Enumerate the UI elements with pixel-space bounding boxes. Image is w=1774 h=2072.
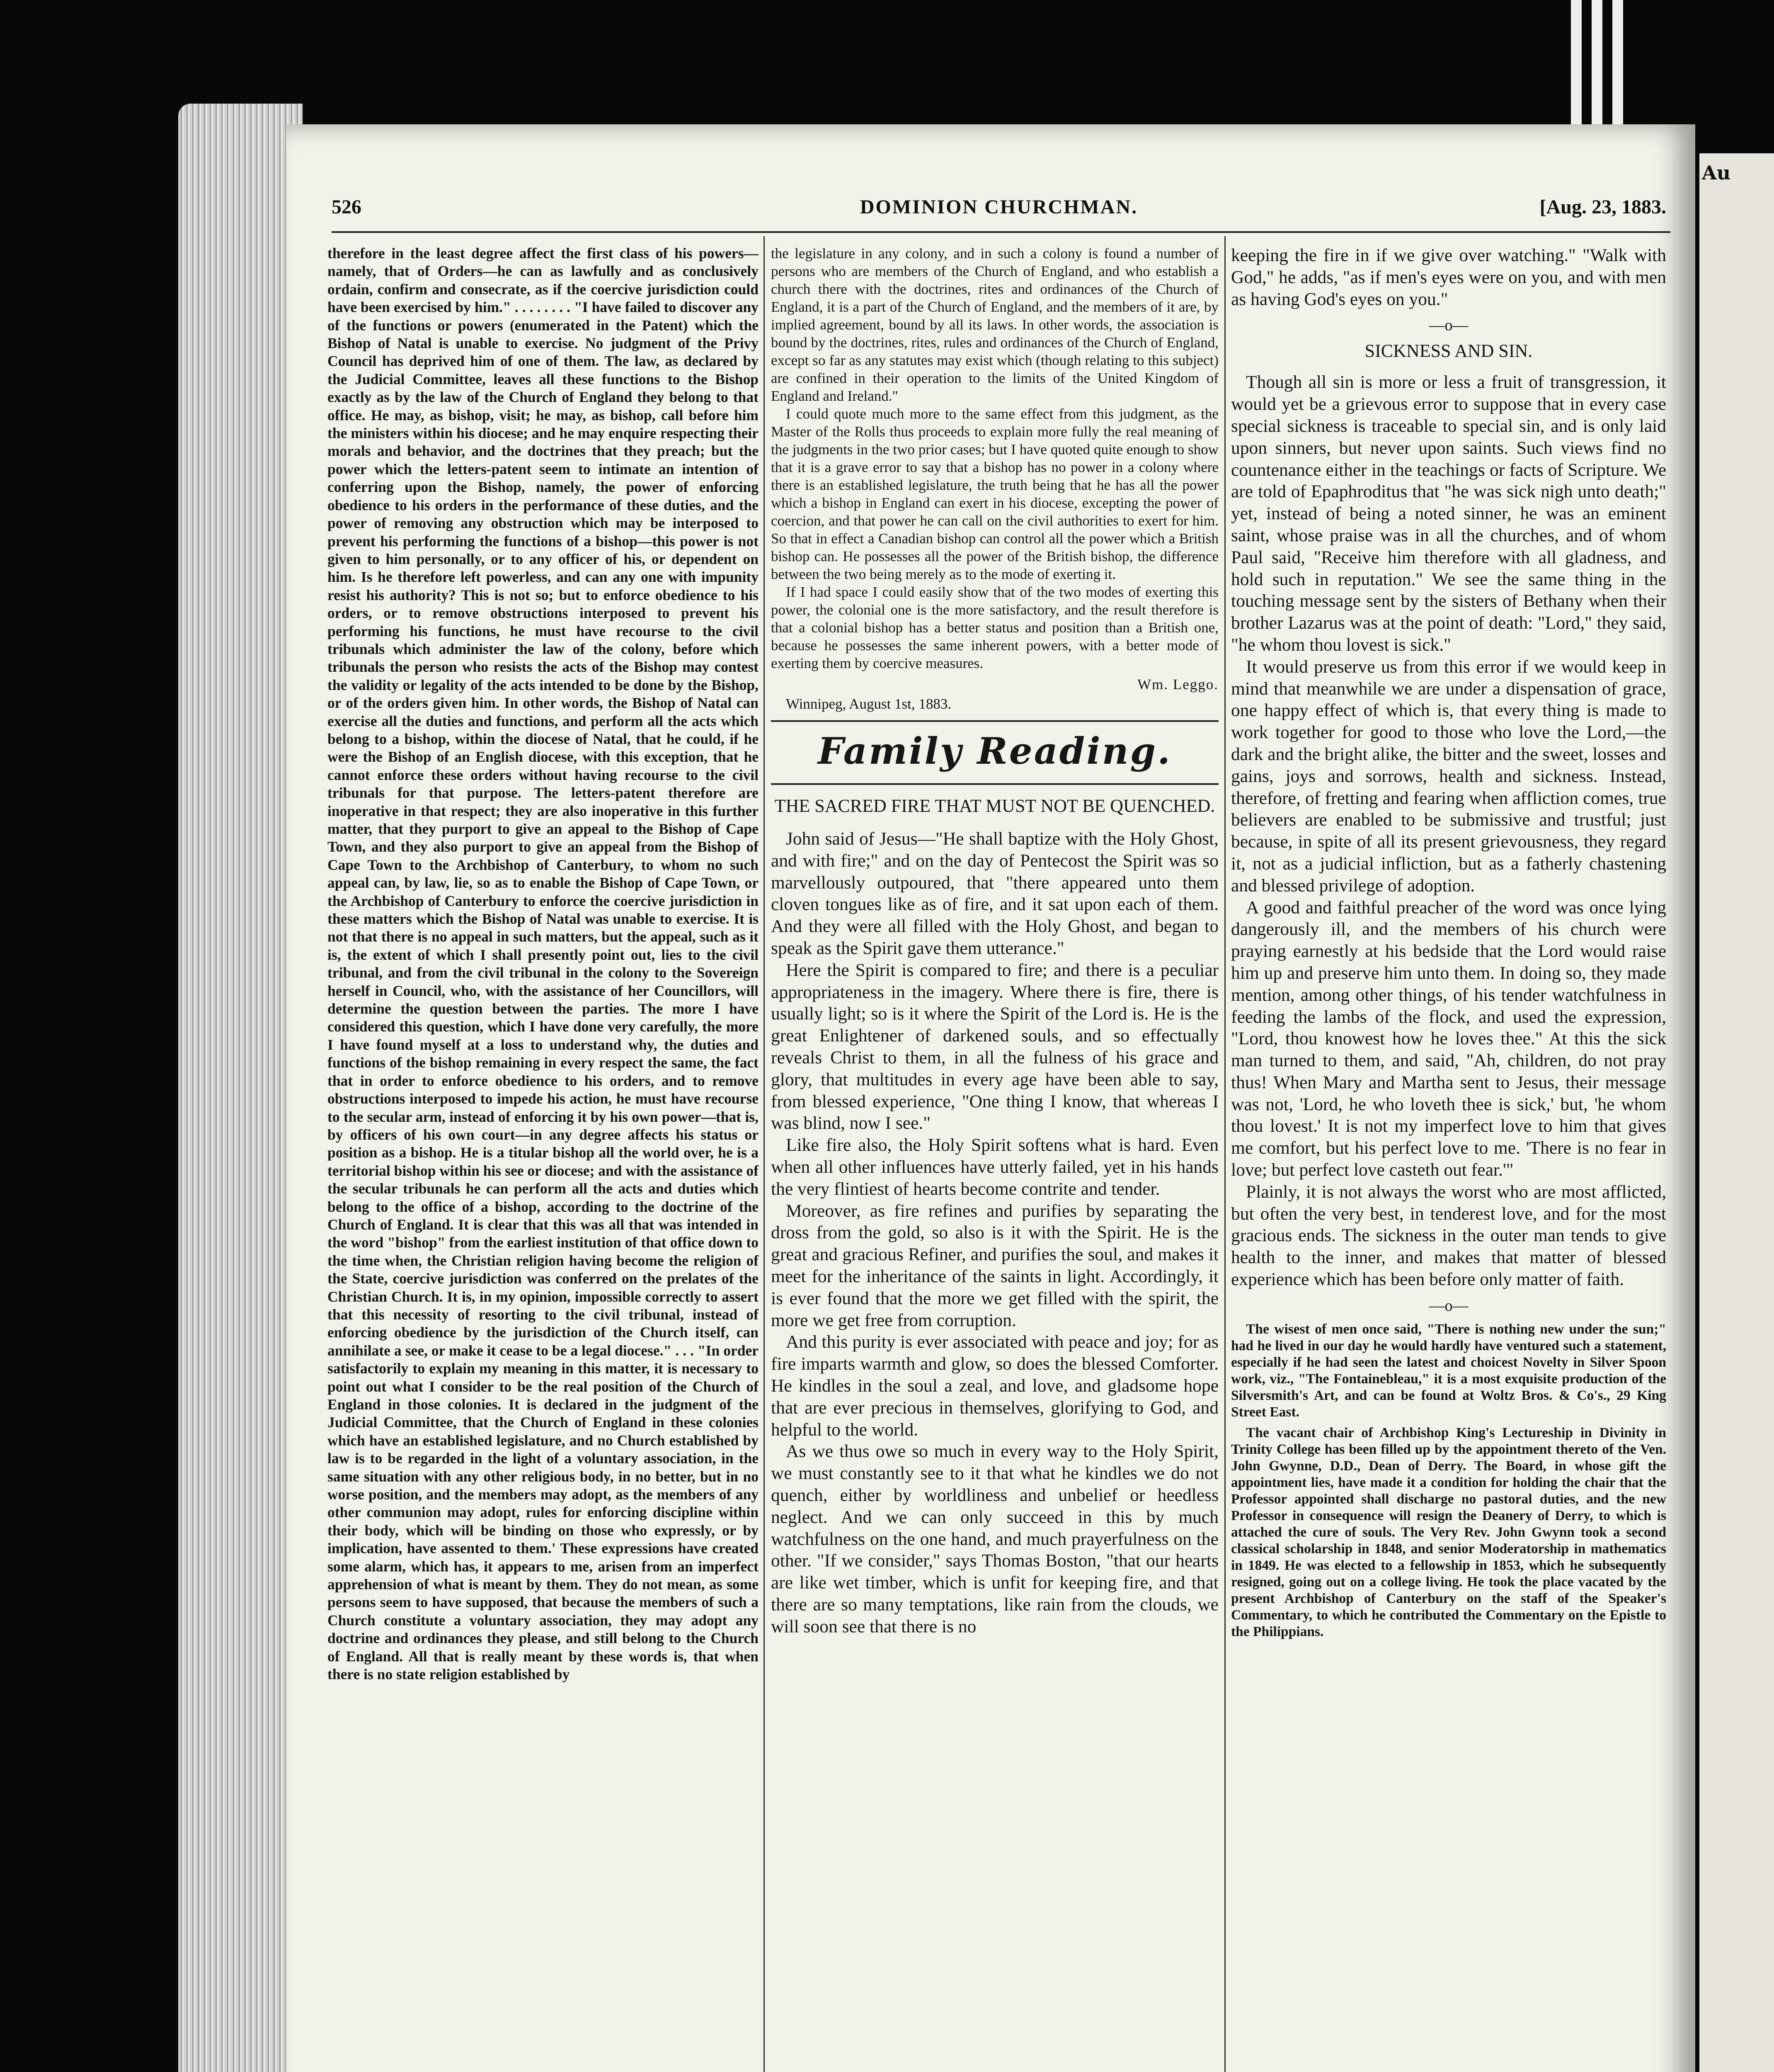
news-note: The vacant chair of Archbishop King's Lectureship in Divinity in Trinity College has been filled up by the appointment thereto of the Ven. John Gwynne, D.D., Dean of Derry. The Board, in whose gift the appointment lies, have made it a condition for holding the chair that the Professor appointed shall discharge no pastoral duties, and the new Professor in consequence will resign the Deanery of Derry, to which is attached the cure of souls. The Very Rev. John Gwynn took a second classical scholarship in 1848, and senior Moderatorship in mathematics in 1849. He was elected to a fellowship in 1853, which he subsequently resigned, going out on a college living. He took the place vacated by the present Archbishop of Canterbury on the staff of the Speaker's Commentary, to which he contributed the Commentary on the Epistle to the Philippians. [1231, 1425, 1666, 1639]
article-title: THE SACRED FIRE THAT MUST NOT BE QUENCHED. [774, 796, 1215, 816]
film-mark-top [1612, 0, 1623, 124]
article-body [1231, 371, 1666, 1290]
letter-paragraph: If I had space I could easily show that of the two modes of exerting this power, the colonial one is the more satisfactory, and the result therefore is that a colonial bishop has a better status and position than a British one, because he possesses the same inherent powers, with a better mode of exerting them by coercive measures. [771, 584, 1219, 671]
news-note: The wisest of men once said, "There is nothing new under the sun;" had he lived in our day he would hardly have ventured such a statement, especially if he had seen the latest and choicest Novelty in Silver Spoon work, viz., "The Fontainebleau," it is a most exquisite production of the Silversmith's Art, and can be found at Woltz Bros. & Co's., 29 King Street East. [1231, 1321, 1666, 1420]
section-divider [771, 783, 1219, 785]
article-paragraph: Here the Spirit is compared to fire; and there is a peculiar appropriateness in the imagery. Where there is fire, there is usually light; so is it where the Spirit of the Lord is. He is the great Enlightener of darkened souls, and so effectually reveals Christ to them, in all the fulness of his grace and glory, that multitudes in every age have been able to say, from blessed experience, "One thing I know, that whereas I was blind, now I see." [771, 960, 1219, 1133]
article-paragraph: keeping the fire in if we give over watching." "Walk with God," he adds, "as if men's eyes were on you, and with men as having God's eyes on you." [1231, 245, 1666, 309]
film-mark-top [1571, 0, 1582, 124]
article-body [771, 828, 1219, 1637]
article-title: SICKNESS AND SIN. [1364, 341, 1533, 361]
letter-paragraph: the legislature in any colony, and in such a colony is found a number of persons who are members of the Church of England, and who establish a church there with the doctrines, rites and ordinances of the Church of England, it is a part of the Church of England, and the members of it are, by implied agreement, bound by all its laws. In other words, the association is bound by the doctrines, rites, rules and ordinances of the Church of England, except so far as any statutes may exist which (though relating to this subject) are confined in their operation to the limits of the United Kingdom of England and Ireland." [771, 245, 1219, 404]
letter-signature: Wm. Leggo. [1137, 676, 1219, 692]
ornament-divider: —o— [1429, 317, 1469, 334]
publication-title: DOMINION CHURCHMAN. [860, 196, 1138, 218]
section-divider [771, 720, 1219, 722]
book-page-edges [178, 104, 303, 2072]
column-rule [763, 236, 765, 2072]
ornament-divider: —o— [1429, 1297, 1469, 1314]
article-paragraph: As we thus owe so much in every way to the Holy Spirit, we must constantly see to it that what he kindles we do not quench, either by worldliness and unbelief or heedless neglect. And we can only succeed in this by much watchfulness on the one hand, and much prayerfulness on the other. "If we consider," says Thomas Boston, "that our hearts are like wet timber, which is unfit for keeping fire, and that there are so many temptations, like rain from the clouds, we will soon see that there is no [771, 1441, 1219, 1636]
letter-continuation-text: therefore in the least degree affect the first class of his powers—namely, that of Orders—he can as lawfully and as conclusively ordain, confirm and consecrate, as if the coercive jurisdiction could have been exercised by him." . . . . . . . . "I have failed to discover any of the functions or powers (enumerated in the Patent) which the Bishop of Natal is unable to exercise. No judgment of the Privy Council has deprived him of one of them. The law, as declared by the Judicial Committee, leaves all these functions to the Bishop exactly as by the law of the Church of England they belong to that office. He may, as bishop, visit; he may, as bishop, call before him the ministers within his diocese; and he may enquire respecting their morals and behavior, and the doctrines that they preach; but the power which the letters-patent seem to intimate an intention of conferring upon the Bishop, namely, the power of enforcing obedience to his orders in the performance of these duties, and the power of removing any obstruction which may be interposed to prevent his performing the functions of a bishop—this power is not given to him personally, or to any officer of his, or dependent on him. Is he therefore left powerless, and can any one with impunity resist his authority? This is not so; but to enforce obedience to his orders, or to remove obstructions interposed to prevent his performing his functions, he must have recourse to the civil tribunals which administer the law of the colony, before which tribunals the person who resists the acts of the Bishop may contest the validity or legality of the acts intended to be done by the Bishop, or of the orders given him. In other words, the Bishop of Natal can exercise all the duties and functions, and perform all the acts which belong to a bishop, within the diocese of Natal, that he could, if he were the Bishop of an English diocese, with this exception, that he cannot enforce these orders without having recourse to the civil tribunals for that purpose. The letters-patent therefore are inoperative in that respect; they are also inoperative in this further matter, that they purport to give an appeal to the Bishop of Cape Town, and they also purport to give an appeal from the Bishop of Cape Town to the Archbishop of Canterbury, to whom no such appeal can, by law, lie, so as to enable the Bishop of Cape Town, or the Archbishop of Canterbury to enforce the coercive jurisdiction in these matters which the Bishop of Natal was unable to exercise. It is not that there is no appeal in such matters, but the appeal, such as it is, the extent of which I shall presently point out, lies to the civil tribunal, and from the civil tribunal in the colony to the Sovereign herself in Council, who, with the assistance of her Councillors, will determine the question between the parties. The more I have considered this question, which I have done very carefully, the more I have found myself at a loss to understand why, the duties and functions of the bishop remaining in every respect the same, the fact that in order to enforce obedience to his orders, and to remove obstructions interposed to impede his action, he must have recourse to the secular arm, instead of enforcing it by his own power—that is, by officers of his own court—in any degree affects his status or position as a bishop. He is a titular bishop all the world over, he is a territorial bishop within his see or diocese; and with the assistance of the secular tribunals he can perform all the acts and duties which belong to the office of a bishop, according to the doctrine of the Church of England. It is clear that this was all that was intended in the word "bishop" from the earliest institution of that office down to the time when, the Christian religion having become the religion of the State, coercive jurisdiction was conferred on the prelates of the Christian Church. It is, in my opinion, impossible correctly to assert that this necessity of resorting to the civil tribunal, instead of enforcing obedience by the jurisdiction of the Church itself, can annihilate a see, or make it cease to be a legal diocese." . . . "In order satisfactorily to explain my meaning in this matter, it is necessary to point out what I consider to be the real position of the Church of England in those colonies. It is declared in the judgment of the Judicial Committee, that the Church of England in these colonies which have an established legislature, and no Church established by law is to be regarded in the light of a voluntary association, in the same situation with any other religious body, in no better, but in no worse position, and the members may adopt, as the members of any other communion may adopt, rules for enforcing discipline within their body, which will be binding on those who expressly, or by implication, have assented to them.' These expressions have created some alarm, which has, it appears to me, arisen from an imperfect apprehension of what is meant by them. They do not mean, as some persons seem to have supposed, that because the members of such a Church constitute a voluntary association, they may adopt any doctrine and ordinances they please, and still belong to the Church of England. All that is really meant by these words is, that when there is no state religion established by [327, 245, 759, 1683]
article-paragraph: Like fire also, the Holy Spirit softens what is hard. Even when all other influences have utterly failed, yet in his hands the very flintiest of hearts become contrite and tender. [771, 1135, 1219, 1199]
article-paragraph: Moreover, as fire refines and purifies by separating the dross from the gold, so also is it with the Spirit. He is the great and gracious Refiner, and purifies the soul, and makes it meet for the inheritance of the saints in light. Accordingly, it is ever found that the more we get filled with the spirit, the more we get free from corruption. [771, 1201, 1219, 1330]
page-header [332, 186, 1666, 224]
column-rule [1224, 236, 1226, 2072]
article-paragraph: A good and faithful preacher of the word was once lying dangerously ill, and the members of his church were praying earnestly at his bedside that the Lord would raise him up and preserve him unto them. In doing so, they made mention, among other things, of his tender watchfulness in feeding the lambs of the flock, and used the expression, "Lord, thou knowest how he loves thee." At this the sick man turned to them, and said, "Ah, children, do not pray thus! When Mary and Martha sent to Jesus, their message was not, 'Lord, he who loveth thee is sick,' but, 'he whom thou lovest.' It is not my imperfect love to him that gives me comfort, but his perfect love to me. 'There is no fear in love; but perfect love casteth out fear.'" [1231, 897, 1666, 1180]
header-rule [332, 231, 1670, 233]
adjacent-page-sliver [1699, 153, 1774, 2072]
page-number: 526 [332, 196, 361, 218]
letter-paragraph: I could quote much more to the same effect from this judgment, as the Master of the Rolls thus proceeds to explain more fully the real meaning of the judgments in the two prior cases; but I have quoted quite enough to show that it is a grave error to say that a bishop has no power in a colony where there is an established legislature, the truth being that he has all the power which a bishop in England can exert in his diocese, excepting the power of coercion, and that power he can call on the civil authorities to exert for him. So that in effect a Canadian bishop can control all the power which a British bishop can. He possesses all the power of the British bishop, the difference between the two being merely as to the mode of exerting it. [771, 406, 1219, 582]
article-paragraph: And this purity is ever associated with peace and joy; for as fire imparts warmth and glow, so does the blessed Comforter. He kindles in the soul a zeal, and love, and gladsome hope that are ever precious in themselves, glorifying to God, and helpful to the world. [771, 1332, 1219, 1440]
middle-column [771, 244, 1219, 2072]
right-column [1231, 244, 1666, 2072]
news-notes [1231, 1321, 1666, 1640]
article-continuation [1231, 244, 1666, 310]
newspaper-page [286, 124, 1695, 2072]
article-paragraph: Plainly, it is not always the worst who are most afflicted, but often the very best, in tenderest love, and for the most gracious ends. The sickness in the outer man tends to give health to the inner, and makes that matter of blessed experience which has been before only matter of faith. [1231, 1181, 1666, 1290]
film-mark-top [1592, 0, 1602, 124]
section-heading: Family Reading. [818, 729, 1172, 772]
article-paragraph: It would preserve us from this error if we would keep in mind that meanwhile we are under a dispensation of grace, one happy effect of which is, that every thing is made to work together for good to those who love the Lord,—the dark and the bright alike, the bitter and the sweet, losses and gains, joys and sorrows, health and sickness. Instead, therefore, of fretting and fearing when affliction comes, true believers are enabled to be submissive and trustful; just because, in spite of all its present grievousness, they regard it, not as a judicial infliction, but as a fatherly chastening and blessed privilege of adoption. [1231, 656, 1666, 896]
left-column [327, 244, 759, 2072]
issue-date: [Aug. 23, 1883. [1539, 196, 1666, 218]
letter-conclusion [771, 244, 1219, 713]
letter-dateline: Winnipeg, August 1st, 1883. [786, 696, 952, 712]
article-paragraph: John said of Jesus—"He shall baptize with the Holy Ghost, and with fire;" and on the day of Pentecost the Spirit was so marvellously outpoured, that "there appeared unto them cloven tongues like as of fire, and it sat upon each of them. And they were all filled with the Holy Ghost, and began to speak as the Spirit gave them utterance." [771, 829, 1219, 958]
adjacent-page-text: Au [1702, 162, 1731, 184]
article-paragraph: Though all sin is more or less a fruit of transgression, it would yet be a grievous error to suppose that in every case special sickness is traceable to special sin, and is only laid upon sinners, but never upon saints. Such views find no countenance either in the teachings or facts of Scripture. We are told of Epaphroditus that "he was sick nigh unto death;" yet, instead of being a noted sinner, he was an eminent saint, whose praise was in all the churches, and of whom Paul said, "Receive him therefore with all gladness, and hold such in reputation." We see the same thing in the touching message sent by the sisters of Bethany when their brother Lazarus was at the point of death: "Lord," they said, "he whom thou lovest is sick." [1231, 372, 1666, 655]
